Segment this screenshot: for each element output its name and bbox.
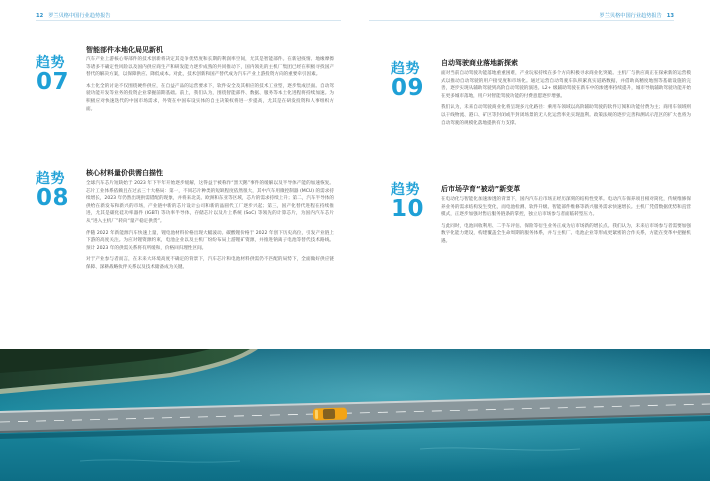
right-page-number: 13 <box>666 13 674 19</box>
trend-09-number: 09 <box>391 75 425 101</box>
trend-08-word: 趋势 <box>36 171 65 187</box>
trend-08-paragraph: 伴随 2022 年新能源汽车快速上量，锂电池材料价格出现大幅波动。碳酸锂价格于 2022 年创下历史高位，引发产业链上下游的高度关注。为应对锂资源约束，电池企业以及主机厂纷纷布局上游锂矿资源，并推进钠离子电池等替代技术路线。预计 2023 年的供需关系将有所缓和，价格回归理性区间。 <box>86 230 334 251</box>
aerial-bridge-photo <box>0 349 710 481</box>
left-page-header <box>36 12 110 19</box>
right-page-title: 罗兰贝格中国行业趋势报告 <box>599 13 662 19</box>
trend-07-body <box>86 56 334 174</box>
trend-07-label <box>36 56 69 93</box>
trend-10-word: 趋势 <box>391 182 420 198</box>
trend-08-number: 08 <box>36 185 70 211</box>
trend-07-title: 智能部件本地化局见新机 <box>86 46 163 54</box>
trend-10-body <box>441 196 691 324</box>
trend-09-label <box>391 62 424 99</box>
trend-10-paragraph: 在电动化与智能化加速渗透的背景下，国内汽车后市场正经历深刻的结构性变革。电动汽车保养项目相对简化，传统维修保养业务的需求结构发生变化，而电池检测、软件升级、智能部件维修等新兴服务需求快速增长。主机厂凭借数据优势和直营模式，正逐步加强对售后服务链条的掌控，独立后市场参与者面临转型压力。 <box>441 197 691 218</box>
trend-09-body <box>441 70 691 178</box>
right-header-divider <box>369 20 674 21</box>
trend-08-paragraph: 对于产业参与者而言，在未来大环境高度不确定的背景下，汽车芯片和电池材料供需仍不匹配的局势下，全面做好供应链保障、深耕战略伙伴关系以及技术储备成为关键。 <box>86 257 334 270</box>
trend-08-paragraph: 全球汽车芯片短缺始于 2023 年下半年开始逐步缓解，这得益于被称作“黑天鹅”事件的缓解以及半导体产能的加速恢复。芯片工业体系依赖且在过去三十大格局：第一，不同芯片种类的短缺程度依然很大，其中汽车用微控制器 (MCU) 的需求持续增长，2023 年仍然出现供需错配的现象，并将来北美、欧洲和东亚等区域，芯片的需求持续上升；第二，汽车半导体的供给在新发布和新兴的市场，产业链中新的芯片设计公司和新的晶圆代工厂逐步兴起；第三，国产化替代进程在持续推进，尤其是碳化硅功率器件 (IGBT) 等功率半导体，存储芯片以及片上系统 (SoC) 等领先的计算芯片，为国内汽车芯片从“进入主机厂”转向“量产稳定供货”。 <box>86 181 334 224</box>
trend-10-label <box>391 183 424 220</box>
trend-08-label <box>36 172 69 209</box>
trend-09-word: 趋势 <box>391 61 420 77</box>
trend-10-paragraph: 与此同时，电池回收利用、二手车评估、保险等衍生业务正成为后市场新的增长点。我们认为，未来后市场参与者需要加强数字化能力建设，构建覆盖全生命周期的服务体系，并与主机厂、电池企业等形成更紧密的合作关系，方能在变革中把握机遇。 <box>441 223 691 244</box>
left-page-title: 罗兰贝格中国行业趋势报告 <box>48 13 111 19</box>
left-page-number: 12 <box>36 13 44 19</box>
trend-07-paragraph: 本土化全的讨论不仅围绕硬件供应，在自益产品的运营要求下，软件安全及其相应的技术工业型，逐步集成层面。自动驾驶功能开发等业务的投资企业掌握前期基础。前上，我们认为，围绕智能部件、数据、服务等本土化进程将持续加速。为积极应对快速迭代的中国市场需求，外资在中国布设实体的自主决策权将进一步提高，尤其是在研发投资和人事组织方面。 <box>86 83 334 112</box>
trend-09-title: 自动驾驶商业落地新探索 <box>441 59 518 67</box>
trend-08-title: 核心材料量价供需白描性 <box>86 169 163 177</box>
trend-10-number: 10 <box>391 196 425 222</box>
left-header-divider <box>36 20 341 21</box>
trend-09-paragraph: 面对当前自动驾驶功能落地重重困难，产业玩家持续在多个方向积极寻求商业化突破。主机厂与供应商正在探索新的运营模式以推动自动驾驶的用户接受度和市场化。通过运营自动驾驶车队积累真实道路数据，并借助高精度地图等基础设施的完善，逐步实现从辅助驾驶到高阶自动驾驶的演进。L2+ 级辅助驾驶在新车中的渗透率持续提升，城市导航辅助驾驶功能开始在更多城市落地，用户对智能驾驶功能的付费意愿逐步增强。 <box>441 71 691 99</box>
trend-10-title: 后市场孕育“被动”新变革 <box>441 185 521 193</box>
trend-07-paragraph: 汽车产业上游核心零部件的技术创新将决定其竞争优势度和长期的利润率空间，尤其是智能部件。在新冠疫情、地缘摩擦等诸多不确定性风险以及国内供应商生产和研发能力逐步成熟的共同推动下，国内领先的主机厂集团已经在积极寻找国产替代的解决方案，以保障供应、降低成本。对此，技术创新和国产替代成为汽车产业上游投资方向的重要牵引因素。 <box>86 57 334 78</box>
right-page-header <box>600 12 674 19</box>
trend-08-body <box>86 180 334 344</box>
trend-09-paragraph: 我们认为，未来自动驾驶商业化将呈现多元化路径：乘用车领域以高阶辅助驾驶的软件订阅和功能付费为主；商用车领域则以干线物流、港口、矿区等封闭或半封闭场景的无人化运营率先实现盈利。政策法规的逐步完善和测试示范区的扩大也将为自动驾驶的规模化落地提供有力支撑。 <box>441 105 691 126</box>
yellow-car <box>313 408 347 421</box>
trend-07-word: 趋势 <box>36 55 65 71</box>
trend-07-number: 07 <box>36 69 70 95</box>
